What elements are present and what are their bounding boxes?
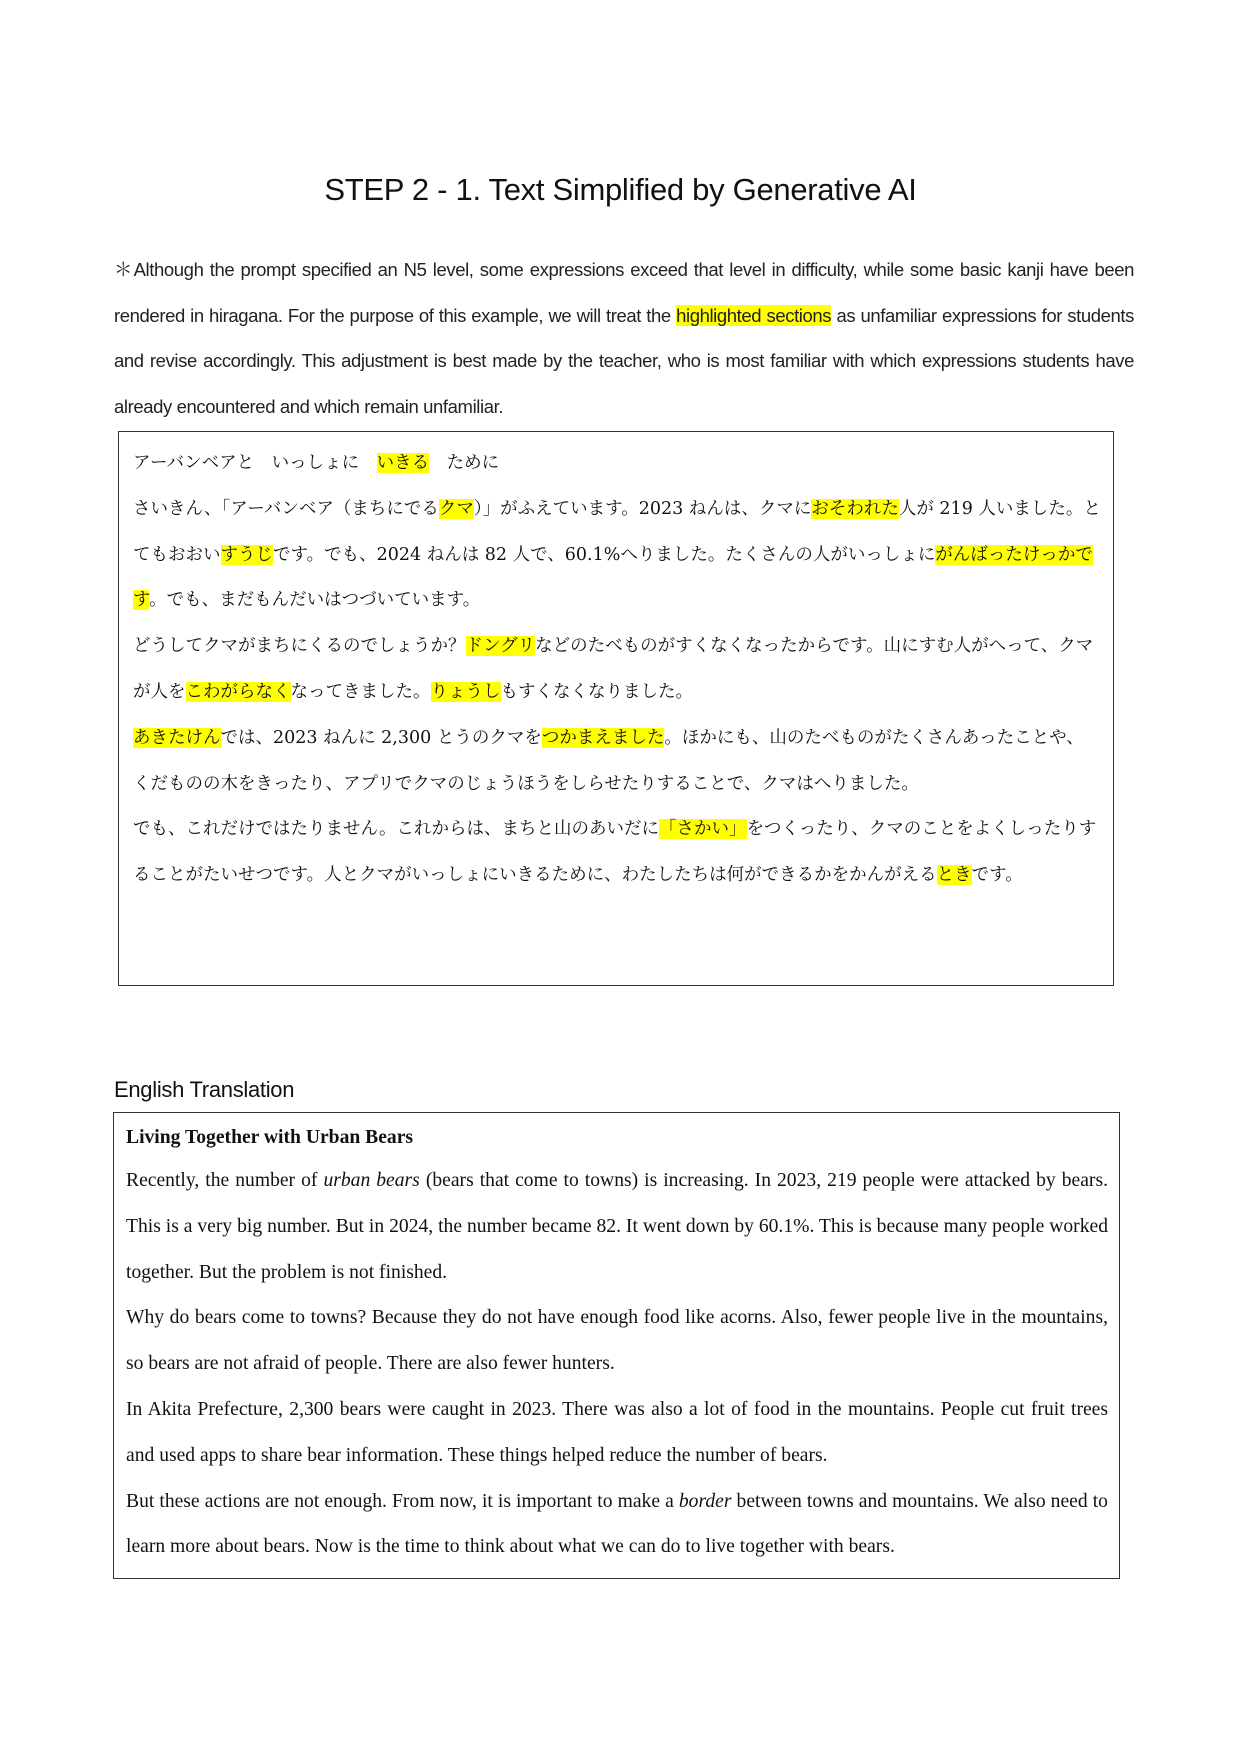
jp-text: では、2023 ねんに 2,300 とうのクマを xyxy=(220,727,542,748)
en-text: (bears that come to towns) is increasing. In 2023, 219 people were attacked by bears. This is a very big number. But in 2024, the number became 82. It went down by 60.1%. This is because many people worked together. But the problem is not finished. xyxy=(126,1170,1108,1283)
jp-paragraph-2 xyxy=(133,624,1101,716)
en-paragraph-4 xyxy=(126,1479,1108,1571)
jp-text: 。でも、まだもんだいはつづいています。 xyxy=(149,590,481,611)
jp-text: をつくったり、クマのことをよくしったりすることがたいせつです。人とクマがいっしょにいきるために、わたしたちは何ができるかをかんがえる xyxy=(133,819,1097,886)
jp-highlight: こわがらなく xyxy=(185,681,291,702)
note-text: as unfamiliar expressions for students and revise accordingly. This adjustment is best made by the teacher, who is most familiar with which expressions students have already encountered and which remain unfamiliar. xyxy=(114,304,1134,417)
jp-text: などのたべものがすくなくなったからです。山にすむ人がへって、クマが人を xyxy=(133,636,1094,702)
en-title: Living Together with Urban Bears xyxy=(126,1127,414,1148)
jp-paragraph-4 xyxy=(133,807,1101,899)
en-paragraph-1 xyxy=(126,1158,1108,1295)
jp-text: ために xyxy=(429,453,500,473)
jp-text: でも、これだけではたりません。これからは、まちと山のあいだに xyxy=(133,819,660,840)
en-emphasis: border xyxy=(678,1490,732,1512)
en-text: But these actions are not enough. From now, it is important to make a xyxy=(126,1490,679,1512)
note-highlight: highlighted sections xyxy=(676,304,832,326)
jp-text: アーバンベアと いっしょに xyxy=(133,453,377,473)
jp-highlight: 「さかい」 xyxy=(659,819,747,840)
jp-highlight: おそわれた xyxy=(811,498,899,519)
jp-highlight: ドングリ xyxy=(465,636,536,657)
jp-highlight: すうじ xyxy=(220,544,273,565)
jp-paragraph-1 xyxy=(133,487,1101,624)
english-translation-heading: English Translation xyxy=(114,1077,295,1102)
jp-text: もすくなくなりました。 xyxy=(500,681,693,702)
en-text: Recently, the number of xyxy=(126,1170,324,1191)
jp-highlight: クマ xyxy=(438,498,474,519)
jp-highlight: あきたけん xyxy=(133,727,221,748)
jp-highlight: りょうし xyxy=(430,681,501,702)
page-title: STEP 2 - 1. Text Simplified by Generative AI xyxy=(324,172,917,207)
jp-text: どうしてクマがまちにくるのでしょうか？ xyxy=(133,636,466,657)
jp-text: ）」がふえています。2023 ねんは、クマに xyxy=(473,498,812,519)
jp-highlight: とき xyxy=(936,865,972,886)
jp-text: さいきん、「アーバンベア（まちにでる xyxy=(133,498,439,519)
jp-text: なってきました。 xyxy=(290,681,431,702)
english-translation-box xyxy=(113,1112,1120,1579)
simplified-japanese-text-box xyxy=(118,431,1114,986)
en-paragraph-3: In Akita Prefecture, 2,300 bears were caught in 2023. There was also a lot of food in the mountains. People cut fruit trees and used apps to share bear information. These things helped reduce the number of bears. xyxy=(126,1398,1108,1466)
teacher-note xyxy=(114,247,1134,429)
jp-highlight: いきる xyxy=(376,453,430,473)
en-text: between towns and mountains. We also need to learn more about bears. Now is the time to think about what we can do to live together with bears. xyxy=(126,1490,1108,1558)
en-emphasis: urban bears xyxy=(323,1170,420,1191)
en-paragraph-2: Why do bears come to towns? Because they do not have enough food like acorns. Also, fewer people live in the mountains, so bears are not afraid of people. There are also fewer hunters. xyxy=(126,1307,1108,1375)
note-text: ＊Although the prompt specified an N5 level, some expressions exceed that level in difficulty, while some basic kanji have been rendered in hiragana. For the purpose of this example, we will treat the xyxy=(114,259,1134,326)
jp-text: 。ほかにも、山のたべものがたくさんあったことや、くだものの木をきったり、アプリでクマのじょうほうをしらせたりすることで、クマはへりました。 xyxy=(133,727,1084,794)
jp-text: 人が 219 人いました。とてもおおい xyxy=(133,498,1101,565)
jp-text: です。 xyxy=(971,865,1023,886)
jp-text: です。でも、2024 ねんは 82 人で、60.1%へりました。たくさんの人がいっしょに xyxy=(273,544,936,565)
jp-paragraph-3 xyxy=(133,716,1101,808)
jp-highlight: がんばったけっかです xyxy=(133,544,1093,611)
jp-title xyxy=(133,441,1101,487)
jp-highlight: つかまえました xyxy=(541,727,665,748)
